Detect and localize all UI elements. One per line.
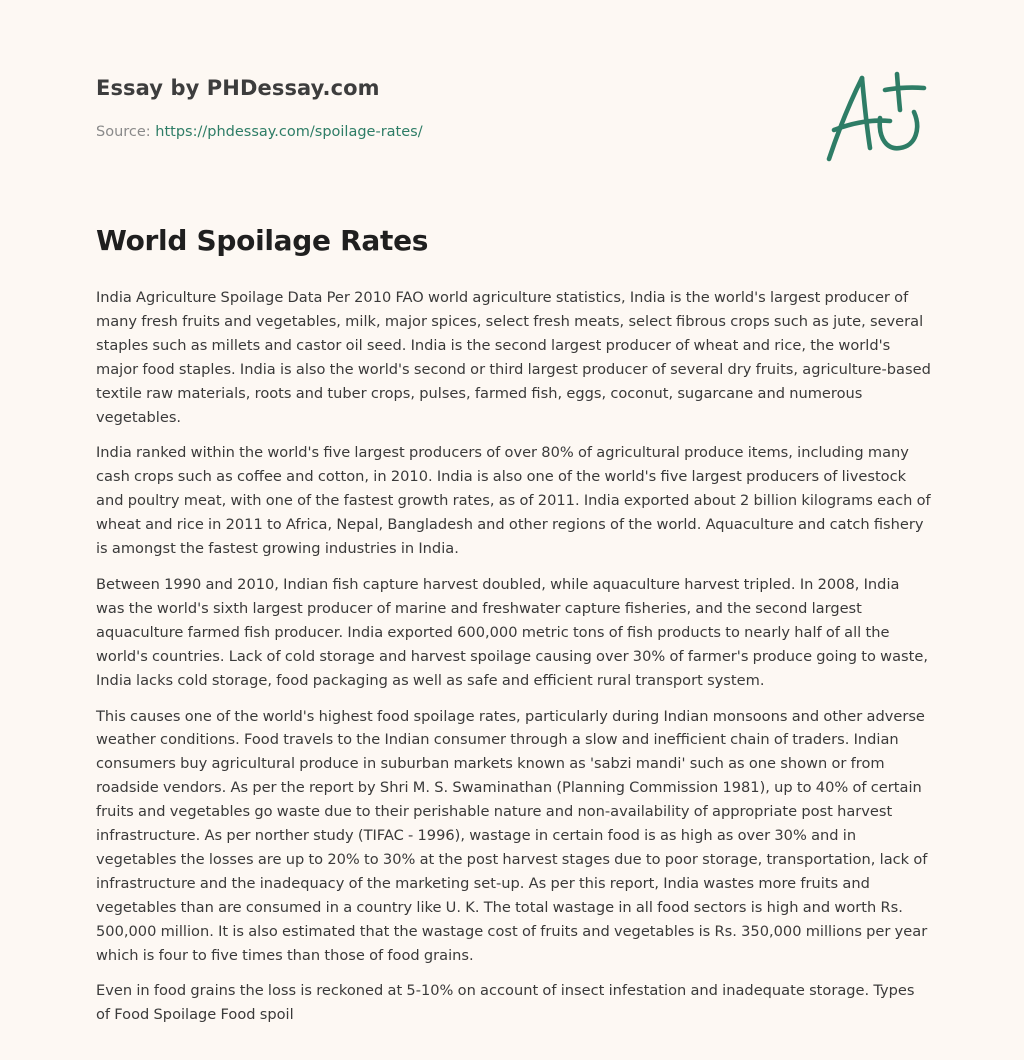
essay-paragraph: Even in food grains the loss is reckoned at 5-10% on account of insect infestation and inadequate storage. Types of Food Spoilage Food spoil: [96, 982, 915, 1024]
essay-paragraph: Between 1990 and 2010, Indian fish capture harvest doubled, while aquaculture harvest tripled. In 2008, India was the world's sixth largest producer of marine and freshwater capture fisheries, and the second largest aquaculture farmed fish producer. India exported 600,000 metric tons of fish products to nearly half of all the world's countries. Lack of cold storage and harvest spoilage causing over 30% of farmer's produce going to waste, India lacks cold storage, food packaging as well as safe and efficient rural transport system.: [96, 575, 928, 689]
a-plus-logo-icon: [822, 66, 928, 166]
source-label: Source:: [96, 124, 156, 140]
brand-title: Essay by PHDessay.com: [96, 76, 380, 100]
essay-header: [96, 76, 380, 100]
source-link[interactable]: https://phdessay.com/spoilage-rates/: [155, 124, 423, 140]
essay-paragraph: India ranked within the world's five largest producers of over 80% of agricultural produce items, including many cash crops such as coffee and cotton, in 2010. India is also one of the world's five largest producers of livestock and poultry meat, with one of the fastest growth rates, as of 2011. India exported about 2 billion kilograms each of wheat and rice in 2011 to Africa, Nepal, Bangladesh and other regions of the world. Aquaculture and catch fishery is amongst the fastest growing industries in India.: [96, 444, 931, 558]
essay-paragraph: This causes one of the world's highest food spoilage rates, particularly during Indian monsoons and other adverse weather conditions. Food travels to the Indian consumer through a slow and inefficient chain of traders. Indian consumers buy agricultural produce in suburban markets known as 'sabzi mandi' such as one shown or from roadside vendors. As per the report by Shri M. S. Swaminathan (Planning Commission 1981), up to 40% of certain fruits and vegetables go waste due to their perishable nature and non-availability of appropriate post harvest infrastructure. As per norther study (TIFAC - 1996), wastage in certain food is as high as over 30% and in vegetables the losses are up to 20% to 30% at the post harvest stages due to poor storage, transportation, lack of infrastructure and the inadequacy of the marketing set-up. As per this report, India wastes more fruits and vegetables than are consumed in a country like U. K. The total wastage in all food sectors is high and worth Rs. 500,000 million. It is also estimated that the wastage cost of fruits and vegetables is Rs. 350,000 millions per year which is four to five times than those of food grains.: [96, 707, 928, 964]
essay-paragraph: India Agriculture Spoilage Data Per 2010 FAO world agriculture statistics, India is the world's largest producer of many fresh fruits and vegetables, milk, major spices, select fresh meats, select fibrous crops such as jute, several staples such as millets and castor oil seed. India is the second largest producer of wheat and rice, the world's major food staples. India is also the world's second or third largest producer of several dry fruits, agriculture-based textile raw materials, roots and tuber crops, pulses, farmed fish, eggs, coconut, sugarcane and numerous vegetables.: [96, 289, 931, 426]
source-line: [96, 124, 423, 140]
essay-body: [96, 286, 932, 1039]
essay-title: World Spoilage Rates: [96, 224, 429, 257]
